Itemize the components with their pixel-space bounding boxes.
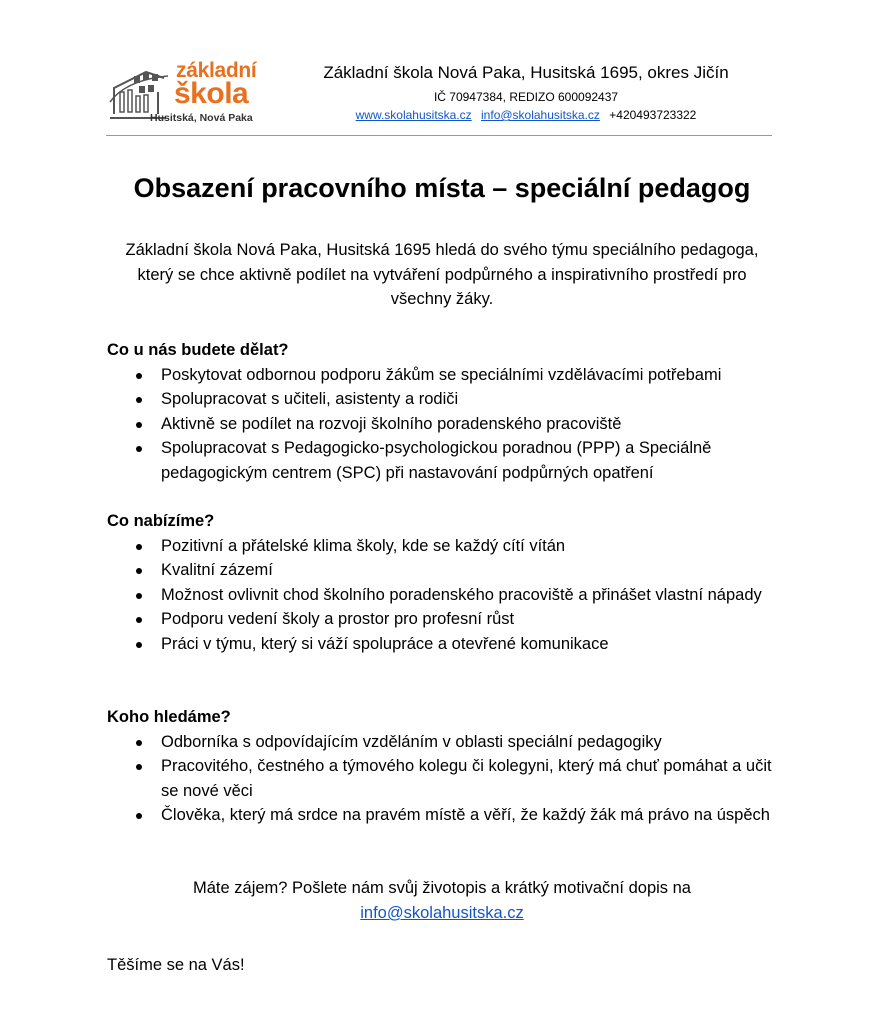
- list-item: Možnost ovlivnit chod školního poradenského pracoviště a přinášet vlastní nápady: [107, 583, 787, 608]
- letterhead: [296, 60, 756, 124]
- bullet-icon: [136, 813, 142, 819]
- bullet-icon: [136, 617, 142, 623]
- list-item: Poskytovat odbornou podporu žákům se speciálními vzdělávacími potřebami: [107, 363, 787, 388]
- email-link[interactable]: info@skolahusitska.cz: [481, 108, 600, 122]
- bullet-icon: [136, 544, 142, 550]
- list-item: Pracovitého, čestného a týmového kolegu či kolegyni, který má chuť pomáhat a učit se nové věci: [107, 754, 787, 803]
- call-to-action: [120, 876, 764, 926]
- intro-paragraph: Základní škola Nová Paka, Husitská 1695 hledá do svého týmu speciálního pedagoga, který se chce aktivně podílet na vytváření podpůrného a inspirativního prostředí pro všechny žáky.: [125, 241, 759, 308]
- phone-number: +420493723322: [609, 108, 697, 122]
- bullet-icon: [136, 568, 142, 574]
- section-heading: Co u nás budete dělat?: [107, 341, 289, 359]
- section-profile: [107, 705, 787, 828]
- logo-text-zakladni: základní: [176, 59, 257, 82]
- header-divider: [106, 135, 772, 136]
- page-title: Obsazení pracovního místa – speciální pedagog: [133, 173, 751, 203]
- closing-line: Těšíme se na Vás!: [107, 956, 245, 974]
- school-logo: [106, 58, 266, 128]
- bullet-list: [107, 363, 787, 486]
- list-item: Práci v týmu, který si váží spolupráce a otevřené komunikace: [107, 632, 787, 657]
- logo-text-location: Husitská, Nová Paka: [150, 112, 253, 124]
- bullet-icon: [136, 373, 142, 379]
- contact-line: [296, 106, 756, 124]
- logo-text-skola: škola: [174, 77, 249, 110]
- list-item: Aktivně se podílet na rozvoji školního poradenského pracoviště: [107, 412, 787, 437]
- list-item: Odborníka s odpovídajícím vzděláním v oblasti speciální pedagogiky: [107, 730, 787, 755]
- bullet-list: [107, 730, 787, 828]
- cta-email-link[interactable]: info@skolahusitska.cz: [360, 904, 524, 922]
- list-item: Spolupracovat s Pedagogicko-psychologickou poradnou (PPP) a Speciálně pedagogickým centrem (SPC) při nastavování podpůrných opatření: [107, 436, 787, 485]
- cta-text: Máte zájem? Pošlete nám svůj životopis a krátký motivační dopis na: [193, 879, 691, 897]
- bullet-list: [107, 534, 787, 657]
- bullet-icon: [136, 593, 142, 599]
- bullet-icon: [136, 764, 142, 770]
- website-link[interactable]: www.skolahusitska.cz: [355, 108, 472, 122]
- school-ids: IČ 70947384, REDIZO 600092437: [433, 90, 619, 104]
- bullet-icon: [136, 740, 142, 746]
- list-item: Kvalitní zázemí: [107, 558, 787, 583]
- bullet-icon: [136, 642, 142, 648]
- section-heading: Co nabízíme?: [107, 512, 215, 530]
- section-duties: [107, 338, 787, 485]
- bullet-icon: [136, 397, 142, 403]
- list-item: Pozitivní a přátelské klima školy, kde se každý cítí vítán: [107, 534, 787, 559]
- bullet-icon: [136, 422, 142, 428]
- section-offer: [107, 509, 787, 656]
- list-item: Podporu vedení školy a prostor pro profesní růst: [107, 607, 787, 632]
- list-item: Spolupracovat s učiteli, asistenty a rodiči: [107, 387, 787, 412]
- school-name: Základní škola Nová Paka, Husitská 1695, okres Jičín: [323, 63, 729, 82]
- bullet-icon: [136, 446, 142, 452]
- section-heading: Koho hledáme?: [107, 708, 231, 726]
- list-item: Člověka, který má srdce na pravém místě a věří, že každý žák má právo na úspěch: [107, 803, 787, 828]
